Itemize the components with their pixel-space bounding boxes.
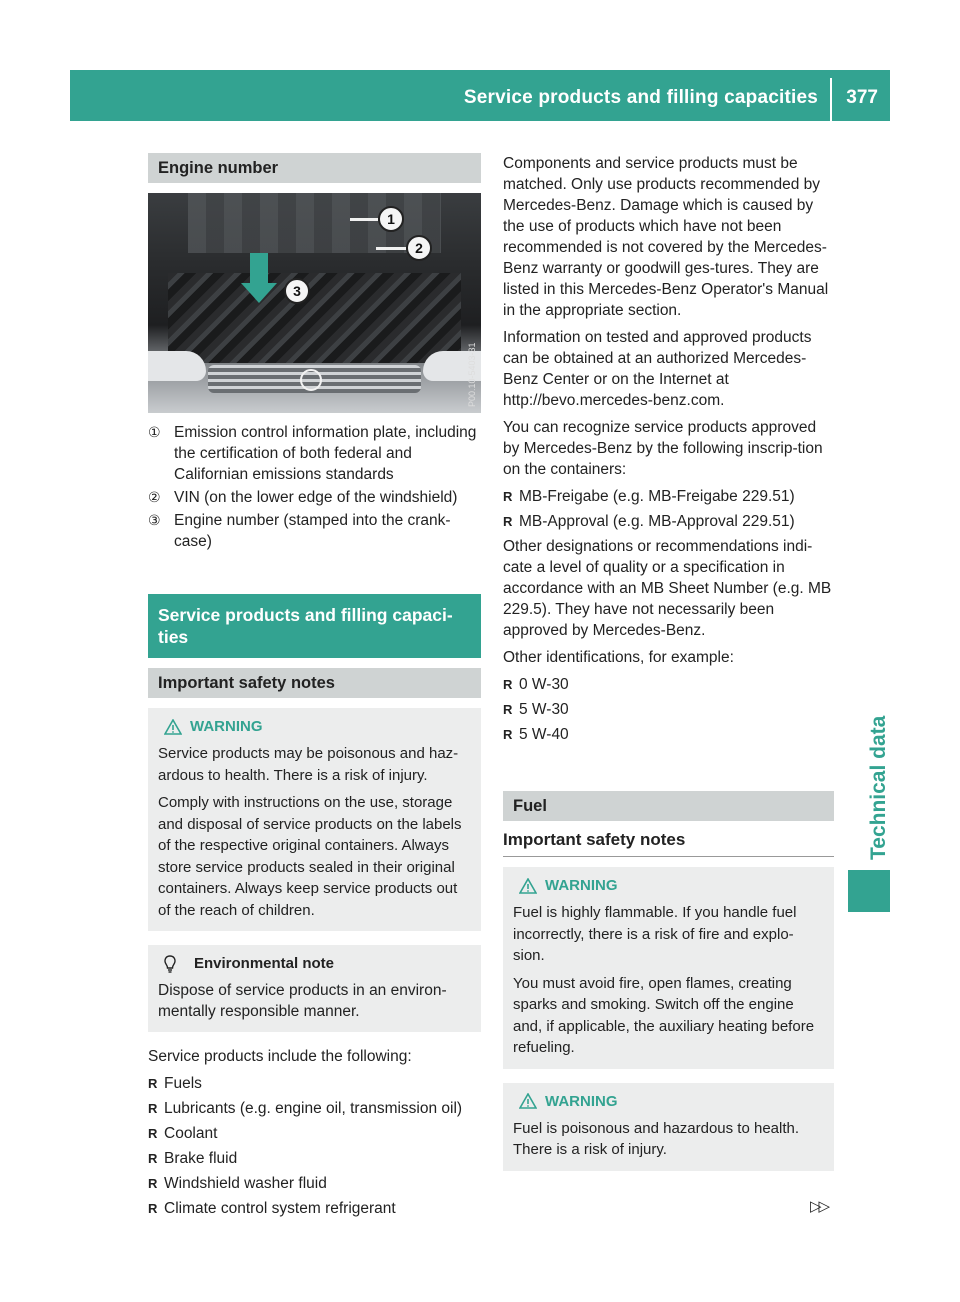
legend-text: Engine number (stamped into the crank-case) [174, 512, 451, 550]
continue-arrow-icon: ▷▷ [810, 1198, 828, 1215]
paragraph-text: Information on tested and approved products can be obtained at an authorized Mercedes-Benz Center or on the Internet at http://bevo.mercedes-benz.com. [503, 329, 812, 409]
paragraph: You can recognize service products approved by Mercedes-Benz by the following inscrip-tion on the containers: [503, 419, 823, 478]
list-item: R Fuels [148, 1073, 481, 1094]
paragraph: Other identifications, for example: [503, 649, 734, 666]
warning-text: Comply with instructions on the use, storage and disposal of service products on the labels of the respective original containers. Always store service products sealed in their original containers. Always keep service products out of the reach of children. [158, 794, 462, 919]
page-number: 377 [846, 87, 878, 108]
warning-text: Service products may be poisonous and haz-ardous to health. There is a risk of injury. [158, 745, 459, 784]
list-item: R MB-Approval (e.g. MB-Approval 229.51) [503, 511, 834, 532]
list-item: R Brake fluid [148, 1148, 481, 1169]
right-column [503, 153, 834, 1171]
service-products-heading: Service products and filling capaci-ties [148, 594, 481, 658]
fuel-warning-box [503, 867, 834, 1069]
list-item: R Lubricants (e.g. engine oil, transmission oil) [148, 1098, 481, 1119]
header-separator [830, 78, 832, 121]
paragraph: Other designations or recommendations indi-cate a level of quality or a specification in accordance with an MB Sheet Number (e.g. MB 229.5). They have not necessarily been approved by Mercedes-Benz. [503, 538, 832, 639]
service-products-list [148, 1073, 481, 1219]
warning-triangle-icon [164, 719, 182, 735]
approval-list [503, 486, 834, 532]
warning-text: You must avoid fire, open flames, creating sparks and smoking. Switch off the engine and, if applicable, the auxiliary heating before refueling. [513, 974, 815, 1056]
engine-legend [148, 422, 481, 552]
environmental-note-text: Dispose of service products in an environ-mentally responsible manner. [158, 982, 447, 1020]
warning-title [513, 875, 824, 896]
warning-text: Fuel is poisonous and hazardous to health. There is a risk of injury. [513, 1119, 800, 1158]
down-arrow-icon [250, 253, 268, 285]
engine-block [168, 273, 461, 363]
fuel-warning-box-2 [503, 1083, 834, 1171]
warning-triangle-icon [519, 878, 537, 894]
legend-text: VIN (on the lower edge of the windshield) [174, 489, 458, 506]
fuel-safety-notes-heading: Important safety notes [503, 829, 834, 857]
side-tab[interactable] [848, 630, 890, 860]
headlamp-left [148, 351, 206, 381]
fuel-heading: Fuel [503, 791, 834, 821]
side-tab-block [848, 870, 890, 912]
warning-label: WARNING [545, 1092, 618, 1110]
warning-title [513, 1091, 824, 1112]
warning-label: WARNING [190, 718, 263, 735]
legend-num: ① [148, 424, 161, 440]
page-header [70, 70, 890, 121]
lightbulb-icon [162, 955, 178, 973]
paragraph [503, 327, 834, 411]
environmental-note-title [158, 953, 471, 974]
warning-text: Fuel is highly flammable. If you handle fuel incorrectly, there is a risk of fire and explo-sion. [513, 904, 797, 964]
legend-item [148, 510, 481, 552]
legend-item [148, 422, 481, 485]
engine-number-heading: Engine number [148, 153, 481, 183]
warning-title [158, 716, 471, 737]
environmental-note-label: Environmental note [194, 955, 335, 972]
legend-num: ② [148, 489, 161, 505]
callout-line-1 [350, 218, 378, 221]
star-emblem [300, 369, 322, 391]
callout-line-2 [376, 247, 406, 250]
service-products-intro: Service products include the following: [148, 1048, 412, 1065]
identification-list [503, 674, 834, 745]
list-item: R Coolant [148, 1123, 481, 1144]
side-tab-label: Technical data [867, 715, 890, 860]
photo-code: P00.10-5403-31 [467, 342, 477, 407]
callout-3: 3 [284, 278, 310, 304]
warning-box [148, 708, 481, 931]
warning-triangle-icon [519, 1093, 537, 1109]
list-item: R 5 W-30 [503, 699, 834, 720]
legend-text: Emission control information plate, including the certification of both federal and Californian emissions standards [174, 424, 477, 483]
callout-2: 2 [406, 235, 432, 261]
legend-num: ③ [148, 512, 161, 528]
list-item: R 0 W-30 [503, 674, 834, 695]
list-item: R Windshield washer fluid [148, 1173, 481, 1194]
callout-1: 1 [378, 206, 404, 232]
list-item: R 5 W-40 [503, 724, 834, 745]
header-title: Service products and filling capacities [463, 87, 818, 108]
environmental-note-box [148, 945, 481, 1032]
list-item: R MB-Freigabe (e.g. MB-Freigabe 229.51) [503, 486, 834, 507]
engine-bay-photo [148, 193, 481, 413]
list-item: R Climate control system refrigerant [148, 1198, 481, 1219]
paragraph: Components and service products must be matched. Only use products recommended by Mercedes-Benz. Damage which is caused by the use of products which have not been recommended is not covered by the Mercedes-Benz warranty or goodwill ges-tures. They are listed in this Mercedes-Benz Operator's Manual in the appropriate section. [503, 155, 829, 319]
left-column [148, 153, 481, 1223]
warning-label: WARNING [545, 877, 618, 894]
important-safety-notes-heading: Important safety notes [148, 668, 481, 698]
legend-item [148, 487, 481, 508]
